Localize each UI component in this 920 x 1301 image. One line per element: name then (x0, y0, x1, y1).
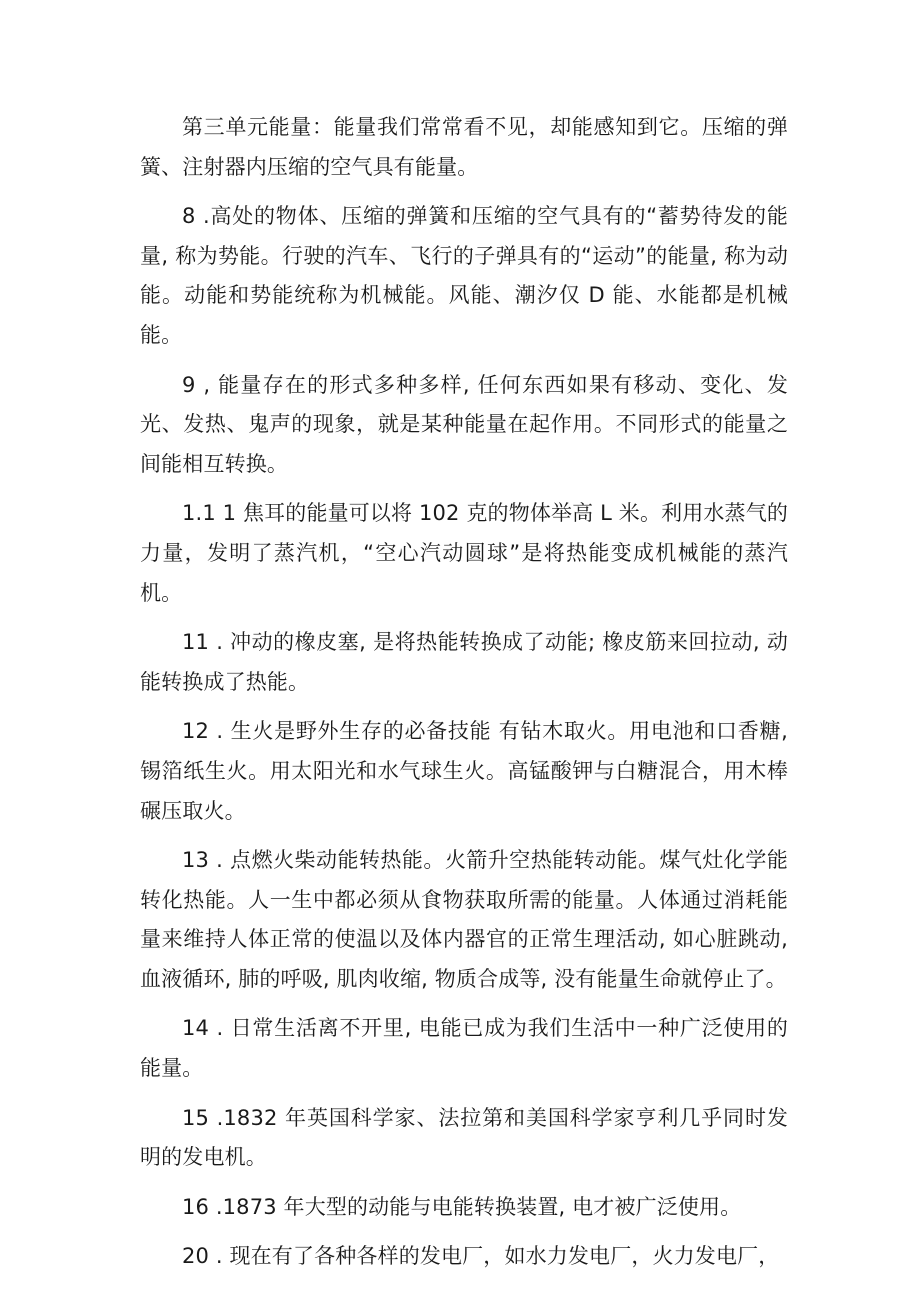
paragraph-item-12: 12 . 生火是野外生存的必备技能 有钻木取火。用电池和口香糖, 锡箔纸生火。用太阳光和水气球生火。高锰酸钾与白糖混合，用木棒碾压取火。 (140, 719, 788, 823)
paragraph-item-11: 11 . 冲动的橡皮塞, 是将热能转换成了动能; 橡皮筋来回拉动, 动能转换成了热能。 (140, 630, 788, 694)
paragraph-item-1-1: 1.1 1 焦耳的能量可以将 102 克的物体举高 L 米。利用水蒸气的力量，发明了蒸汽机，“空心汽动圆球”是将热能变成机械能的蒸汽机。 (140, 501, 788, 605)
paragraph-unit-intro: 第三单元能量：能量我们常常看不见，却能感知到它。压缩的弹簧、注射器内压缩的空气具有能量。 (140, 115, 788, 179)
document-body (140, 108, 788, 1287)
paragraph-item-14: 14 . 日常生活离不开里, 电能已成为我们生活中一种广泛使用的能量。 (140, 1016, 788, 1081)
paragraph-item-8: 8 .高处的物体、压缩的弹簧和压缩的空气具有的“蓄势待发的能量, 称为势能。行驶的汽车、飞行的子弹具有的“运动”的能量, 称为动能。动能和势能统称为机械能。风能、潮汐仅 D 能、水能都是机械能。 (140, 204, 788, 347)
paragraph-item-15: 15 .1832 年英国科学家、法拉第和美国科学家亨利几乎同时发明的发电机。 (140, 1105, 788, 1170)
paragraph-item-13: 13 . 点燃火柴动能转热能。火箭升空热能转动能。煤气灶化学能转化热能。人一生中都必须从食物获取所需的能量。人体通过消耗能量来维持人体正常的使温以及体内器官的正常生理活动, 如心脏跳动, 血液循环, 肺的呼吸, 肌肉收缩, 物质合成等, 没有能量生命就停止了。 (140, 848, 788, 991)
paragraph-item-20: 20 . 现在有了各种各样的发电厂，如水力发电厂，火力发电厂， (182, 1244, 780, 1269)
paragraph-item-9: 9 , 能量存在的形式多种多样, 任何东西如果有移动、变化、发光、发热、鬼声的现象，就是某种能量在起作用。不同形式的能量之间能相互转换。 (140, 372, 788, 476)
paragraph-item-16: 16 .1873 年大型的动能与电能转换装置, 电才被广泛使用。 (182, 1194, 742, 1219)
